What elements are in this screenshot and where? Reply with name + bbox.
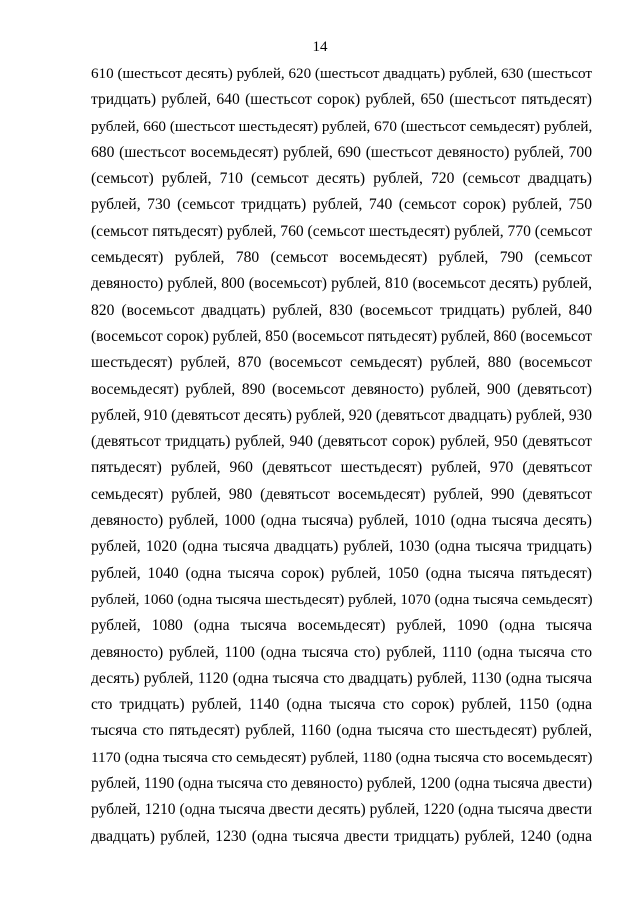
text-line: сто тридцать) рублей, 1140 (одна тысяча сто сорок) рублей, 1150 (одна: [91, 696, 592, 714]
body-paragraph: [91, 61, 592, 850]
text-line: рублей, 1080 (одна тысяча восемьдесят) рублей, 1090 (одна тысяча: [91, 617, 592, 635]
text-line: рублей, 1190 (одна тысяча сто девяносто) рублей, 1200 (одна тысяча двести): [91, 775, 593, 793]
text-line: шестьдесят) рублей, 870 (восемьсот семьдесят) рублей, 880 (восемьсот: [91, 354, 592, 372]
text-line: девяносто) рублей, 1100 (одна тысяча сто) рублей, 1110 (одна тысяча сто: [91, 643, 592, 661]
text-line: пятьдесят) рублей, 960 (девятьсот шестьдесят) рублей, 970 (девятьсот: [91, 459, 592, 477]
text-line: рублей, 910 (девятьсот десять) рублей, 920 (девятьсот двадцать) рублей, 930: [91, 406, 592, 424]
text-line: рублей, 660 (шестьсот шестьдесят) рублей, 670 (шестьсот семьдесят) рублей,: [91, 117, 593, 135]
page-number: 14: [312, 39, 328, 55]
text-line: девяносто) рублей, 800 (восемьсот) рублей, 810 (восемьсот десять) рублей,: [91, 275, 592, 293]
text-line: семьдесят) рублей, 780 (семьсот восемьдесят) рублей, 790 (семьсот: [91, 249, 592, 267]
text-line: 820 (восемьсот двадцать) рублей, 830 (восемьсот тридцать) рублей, 840: [91, 301, 592, 319]
text-line: (девятьсот тридцать) рублей, 940 (девятьсот сорок) рублей, 950 (девятьсот: [91, 433, 592, 451]
text-line: тридцать) рублей, 640 (шестьсот сорок) рублей, 650 (шестьсот пятьдесят): [91, 91, 592, 109]
text-line: девяносто) рублей, 1000 (одна тысяча) рублей, 1010 (одна тысяча десять): [91, 512, 592, 530]
text-line: 610 (шестьсот десять) рублей, 620 (шестьсот двадцать) рублей, 630 (шестьсот: [91, 66, 592, 82]
text-line: рублей, 1060 (одна тысяча шестьдесят) рублей, 1070 (одна тысяча семьдесят): [91, 590, 593, 608]
text-line: 680 (шестьсот восемьдесят) рублей, 690 (шестьсот девяносто) рублей, 700: [91, 143, 592, 161]
text-line: (семьсот пятьдесят) рублей, 760 (семьсот шестьдесят) рублей, 770 (семьсот: [91, 222, 593, 240]
text-line: рублей, 730 (семьсот тридцать) рублей, 740 (семьсот сорок) рублей, 750: [91, 196, 592, 214]
text-line: 1170 (одна тысяча сто семьдесят) рублей, 1180 (одна тысяча сто восемьдесят): [91, 748, 593, 766]
text-line: рублей, 1020 (одна тысяча двадцать) рублей, 1030 (одна тысяча тридцать): [91, 538, 592, 556]
text-line: (восемьсот сорок) рублей, 850 (восемьсот пятьдесят) рублей, 860 (восемьсот: [91, 327, 592, 345]
text-line: восемьдесят) рублей, 890 (восемьсот девяносто) рублей, 900 (девятьсот): [91, 380, 592, 398]
text-line: двадцать) рублей, 1230 (одна тысяча двести тридцать) рублей, 1240 (одна: [91, 827, 592, 845]
text-line: десять) рублей, 1120 (одна тысяча сто двадцать) рублей, 1130 (одна тысяча: [91, 669, 592, 687]
text-line: тысяча сто пятьдесят) рублей, 1160 (одна тысяча сто шестьдесят) рублей,: [91, 722, 592, 740]
text-line: рублей, 1210 (одна тысяча двести десять) рублей, 1220 (одна тысяча двести: [91, 801, 593, 819]
text-line: семьдесят) рублей, 980 (девятьсот восемьдесят) рублей, 990 (девятьсот: [91, 485, 592, 503]
text-line: (семьсот) рублей, 710 (семьсот десять) рублей, 720 (семьсот двадцать): [91, 170, 592, 188]
text-line: рублей, 1040 (одна тысяча сорок) рублей, 1050 (одна тысяча пятьдесят): [91, 564, 592, 582]
